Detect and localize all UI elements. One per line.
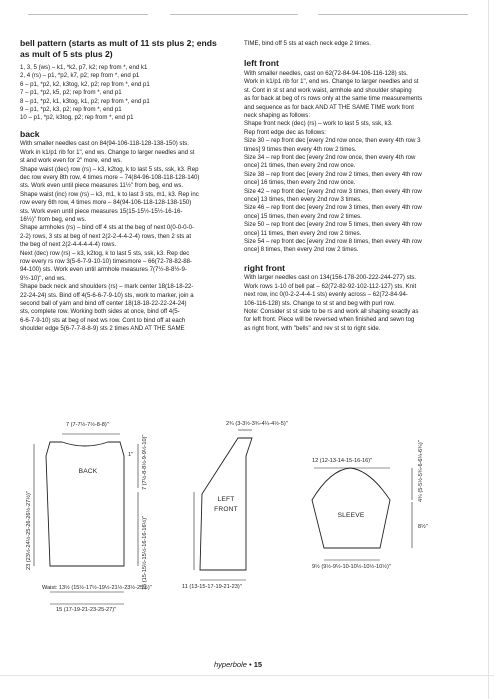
back-bust-label: 23 (23½-24½-25-26-26½-27½)" bbox=[26, 491, 32, 570]
left-front-instruction-line: neck shaping as follows: bbox=[244, 111, 311, 119]
back-instruction-line: sts, complete row. Working both sides at once, bind off 4(5- bbox=[20, 308, 180, 316]
top-rule-right bbox=[318, 14, 468, 15]
back-instruction-line: Work in k1/p1 rib for 1", end ws. Change to larger needles and st bbox=[20, 148, 195, 156]
right-front-instruction-line: Note: Consider st st side to be rs and work all shaping exactly as bbox=[244, 307, 419, 315]
right-front-instruction-line: Work rows 1-10 of bell pat – 62(72-82-92-102-112-127) sts. Knit bbox=[244, 282, 417, 290]
back-outline bbox=[46, 442, 124, 566]
back-instruction-line: Shape waist (inc) row (rs) – k3, m1, k to last 3 sts, m1, k3. Rep inc bbox=[20, 190, 199, 198]
back-length-label: 15 (15-15½-15½-16-16-16½)" bbox=[142, 515, 148, 590]
left-front-instruction-line: once] 13 times, then every 2nd row 3 times. bbox=[244, 196, 362, 203]
left-front-instruction-line: Rep front edge dec as follows: bbox=[244, 128, 326, 136]
left-front-instruction-line: Size 38 – rep front dec [every 2nd row 2 times, then every 4th row bbox=[244, 170, 422, 178]
left-front-width-label: 11 (13-15-17-19-21-23)" bbox=[182, 584, 242, 590]
back-instruction-line: 16½)" from beg, end ws. bbox=[20, 216, 87, 223]
left-front-heading: left front bbox=[244, 58, 279, 69]
schematic-diagram bbox=[20, 420, 480, 640]
left-front-outline bbox=[200, 438, 252, 570]
right-front-instruction-line: for left front. Piece will be reversed when finished and sewn tog bbox=[244, 316, 415, 324]
pattern-row: 2, 4 (rs) – p1, *p2, k7, p2; rep from *, end p1 bbox=[20, 72, 140, 80]
right-front-instruction-line: as right front, with "bells" and rev st st to right side. bbox=[244, 324, 381, 332]
pattern-row: 8 – p1, *p2, k1, k3tog, k1, p2; rep from *, end p1 bbox=[20, 97, 150, 105]
back-instruction-line: 94-100) sts. Work even until armhole measures 7(7½-8-8½-9- bbox=[20, 266, 187, 274]
footer-text bbox=[214, 660, 262, 669]
sleeve-cuff-label: 9½ (9½-9½-10-10½-10½-10½)" bbox=[312, 564, 391, 570]
back-instruction-line: dec row every 8th row, 4 times more – 74(84-96-108-118-128-140) bbox=[20, 173, 200, 181]
left-front-instructions bbox=[244, 70, 476, 255]
left-front-label-line1: LEFT bbox=[217, 496, 235, 503]
left-front-instruction-line: once] 11 times, then every 2nd row 2 times. bbox=[244, 229, 362, 237]
left-front-instruction-line: once] 16 times, then every 2nd row once. bbox=[244, 179, 356, 187]
left-front-shoulder-label: 2¾ (3-3½-3¾-4¼-4½-5)" bbox=[226, 421, 288, 427]
pattern-row: 9 – p1, *p2, k3, p2; rep from *, end p1 bbox=[20, 106, 122, 114]
back-instruction-line: row every rs row 3(5-6-7-9-10-10) timesmore – 66(72-78-82-88- bbox=[20, 258, 193, 266]
sleeve-label: SLEEVE bbox=[337, 512, 365, 519]
left-front-instruction-line: Size 34 – rep front dec [every 2nd row once, then every 4th row bbox=[244, 153, 416, 161]
left-front-instruction-line: Size 46 – rep front dec [every 2nd row 3 times, then every 4th row bbox=[244, 204, 422, 212]
back-instruction-line: Shape back neck and shoulders (rs) – mark center 18(18-18-22- bbox=[20, 283, 194, 291]
scan-edge-vertical bbox=[488, 0, 489, 699]
left-front-instruction-line: Size 50 – rep front dec [every 2nd row 5 times, then every 4th row bbox=[244, 221, 422, 229]
right-front-instructions bbox=[244, 274, 476, 333]
sleeve-length-label: 8½" bbox=[418, 524, 428, 530]
footer-label: hyperbole bbox=[214, 660, 247, 669]
back-instruction-line: 9½-10)", end ws. bbox=[20, 274, 66, 282]
back-hip-label: 15 (17-19-21-23-25-27)" bbox=[56, 607, 117, 613]
left-front-instruction-line: once] 21 times, then every 2nd row once. bbox=[244, 162, 356, 170]
left-front-instruction-line: Work in k1/p1 rib for 1", end ws. Change to larger needles and st bbox=[244, 78, 419, 86]
right-front-instruction-line: With larger needles cast on 134(156-178-200-222-244-277) sts. bbox=[244, 274, 417, 282]
back-instruction-line: the beg of next 2(2-4-4-4-4-4) rows. bbox=[20, 241, 117, 249]
back-instruction-line: shoulder edge 5(6-7-7-8-8-9) sts 2 times AND AT THE SAME bbox=[20, 325, 185, 333]
left-column bbox=[20, 38, 232, 334]
left-front-instruction-line: Shape front neck (dec) (rs) – work to last 5 sts, ssk, k3. bbox=[244, 120, 393, 128]
left-front-instruction-line: With smaller needles, cast on 62(72-84-94-106-116-128) sts. bbox=[244, 69, 408, 77]
left-front-instruction-line: Size 42 – rep front dec [every 2nd row 3 times, then every 4th row bbox=[244, 187, 422, 195]
left-front-instruction-line: Size 54 – rep front dec [every 2nd row 8 times, then every 4th row bbox=[244, 238, 422, 246]
back-armhole-depth-label: 7 (7½-8-8½-9-9½-10)" bbox=[142, 434, 148, 490]
back-top-width-label: 7 (7-7½-7½-8-8)" bbox=[66, 422, 109, 428]
back-label: BACK bbox=[78, 468, 98, 475]
sleeve-top-width-label: 12 (12-13-14-15-16-16)" bbox=[312, 458, 373, 464]
back-instruction-line: st and work even for 2" more, end ws. bbox=[20, 157, 123, 165]
back-instruction-line: 2-2) rows, 3 sts at beg of next 2(2-2-4-4-2-4) rows, then 2 sts at bbox=[20, 232, 192, 240]
top-rule-middle bbox=[170, 14, 298, 15]
back-heading: back bbox=[20, 128, 40, 139]
back-instruction-line: sts. Work even until piece measures 11½" from beg, end ws. bbox=[20, 182, 184, 190]
back-waist-label: Waist: 13½ (15½-17½-19½-21½-23½-25½)" bbox=[42, 585, 152, 591]
back-instruction-line: Next (dec) row (rs) – k3, k2tog, k to last 5 sts, ssk, k3. Rep dec bbox=[20, 249, 190, 257]
back-instruction-line: row every 6th row, 4 times more – 84(94-106-118-128-138-150) bbox=[20, 199, 192, 207]
pattern-row: 7 – p1, *p2, k5, p2; rep from *, end p1 bbox=[20, 89, 122, 97]
left-front-instruction-line: once] 8 times, then every 2nd row 2 times. bbox=[244, 246, 359, 254]
right-column bbox=[244, 40, 476, 333]
bell-pattern-rows bbox=[20, 64, 232, 123]
back-armhole-label: 1" bbox=[128, 452, 134, 458]
sleeve-cap-height-label: 4¾ (5-5½-5¾-6-6¼-6¾)" bbox=[418, 440, 424, 502]
back-instruction-line: 22-24-24) sts. Bind off 4(5-6-6-7-9-10) sts, work to marker, join a bbox=[20, 291, 194, 299]
left-front-instruction-line: st. Cont in st st and work waist, armhole and shoulder shaping bbox=[244, 86, 412, 94]
back-instruction-line: Shape armholes (rs) – bind off 4 sts at the beg of next 0(0-0-0-0- bbox=[20, 224, 194, 232]
back-instruction-line: sts. Work even until piece measures 15(15-15½-15½-16-16- bbox=[20, 207, 183, 215]
pattern-row: 10 – p1, *p2, k3tog, p2; rep from *, end p1 bbox=[20, 114, 134, 122]
left-front-instruction-line: as for back at beg of rs rows only at the same time measurements bbox=[244, 95, 423, 103]
page-number: 15 bbox=[253, 660, 263, 669]
pattern-row: 1, 3, 5 (ws) – k1, *k2, p7, k2; rep from *, end k1 bbox=[20, 64, 148, 71]
pattern-row: 6 – p1, *p2, k2, k3tog, k2, p2; rep from *, end p1 bbox=[20, 80, 150, 88]
left-front-instruction-line: times] 9 times then every 4th row 2 times. bbox=[244, 145, 357, 153]
sleeve-outline bbox=[312, 468, 390, 548]
right-front-heading: right front bbox=[244, 262, 286, 273]
right-front-instruction-line: 106-116-128) sts. Change to st st and beg with purl row. bbox=[244, 299, 395, 307]
back-instruction-line: 6-6-7-9-10) sts at beg of next ws row. Cont to bind off at each bbox=[20, 316, 186, 324]
back-continued-line: TIME, bind off 5 sts at each neck edge 2 times. bbox=[244, 40, 371, 47]
right-front-instruction-line: next row, inc 0(0-2-2-4-4-1 sts) evenly across – 62(72-84-94- bbox=[244, 291, 408, 299]
top-rule-left bbox=[28, 14, 148, 15]
scan-edge-line bbox=[0, 675, 494, 676]
back-instructions bbox=[20, 140, 232, 333]
back-instruction-line: Shape waist (dec) row (rs) – k3, k2tog, k to last 5 sts, ssk, k3. Rep bbox=[20, 165, 199, 173]
left-front-instruction-line: Size 30 – rep front dec [every 2nd row once, then every 4th row 3 bbox=[244, 137, 421, 145]
back-instruction-line: second ball of yarn and bind off center 18(18-18-22-22-24-24) bbox=[20, 300, 187, 308]
back-instruction-line: With smaller needles cast on 84(94-106-118-128-138-150) sts. bbox=[20, 140, 189, 148]
left-front-instruction-line: and sequence as for back AND AT THE SAME TIME work front bbox=[244, 103, 414, 111]
bell-pattern-heading-line: as mult of 5 sts plus 2) bbox=[20, 48, 113, 59]
footer-separator: • bbox=[246, 660, 254, 669]
left-front-label-line2: FRONT bbox=[214, 506, 238, 513]
left-front-instruction-line: once] 15 times, then every 2nd row 2 times. bbox=[244, 212, 362, 220]
bell-pattern-heading-line: bell pattern (starts as mult of 11 sts plus 2; ends bbox=[20, 38, 217, 48]
